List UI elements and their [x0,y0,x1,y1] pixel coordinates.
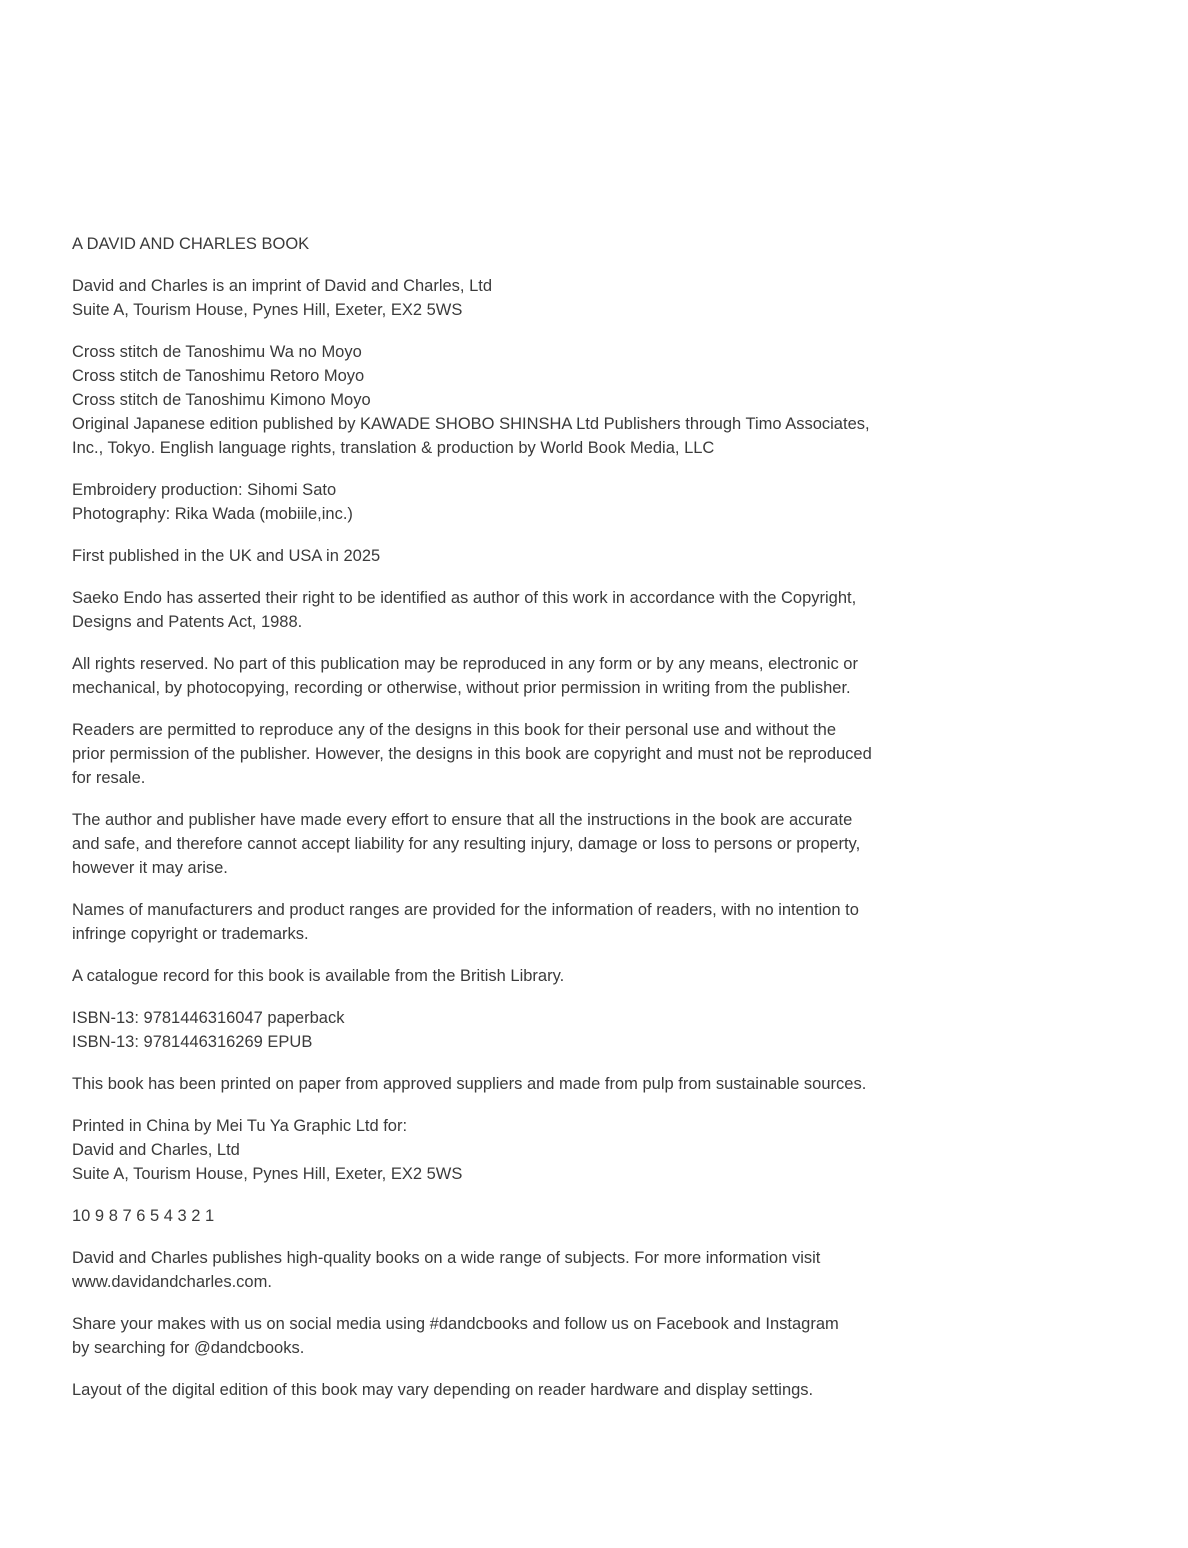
all-rights-reserved [72,652,972,700]
first-published [72,544,972,568]
text-line: Names of manufacturers and product ranges are provided for the information of readers, with no intention to [72,901,859,919]
author-rights [72,586,972,634]
social-media [72,1312,972,1360]
text-line: Suite A, Tourism House, Pynes Hill, Exeter, EX2 5WS [72,1165,463,1183]
text-line: and safe, and therefore cannot accept liability for any resulting injury, damage or loss to persons or property, [72,835,861,853]
publisher-info [72,1246,972,1294]
text-line: The author and publisher have made every effort to ensure that all the instructions in the book are accurate [72,811,853,829]
text-line: prior permission of the publisher. However, the designs in this book are copyright and must not be reproduced [72,745,872,763]
text-line: for resale. [72,769,146,787]
text-line: Photography: Rika Wada (mobiile,inc.) [72,505,353,523]
copyright-page [72,232,972,1420]
text-line: David and Charles is an imprint of David and Charles, Ltd [72,277,493,295]
text-line: ISBN-13: 9781446316047 paperback [72,1009,345,1027]
text-line: Original Japanese edition published by KAWADE SHOBO SHINSHA Ltd Publishers through Timo Associates, [72,415,870,433]
catalogue-record [72,964,972,988]
text-line: Cross stitch de Tanoshimu Kimono Moyo [72,391,371,409]
text-line: infringe copyright or trademarks. [72,925,309,943]
text-line: A DAVID AND CHARLES BOOK [72,235,310,253]
text-line: Readers are permitted to reproduce any of the designs in this book for their personal use and without the [72,721,837,739]
text-line: All rights reserved. No part of this publication may be reproduced in any form or by any means, electronic or [72,655,858,673]
text-line: A catalogue record for this book is available from the British Library. [72,967,565,985]
text-line: mechanical, by photocopying, recording or otherwise, without prior permission in writing from the publisher. [72,679,851,697]
text-line: Suite A, Tourism House, Pynes Hill, Exeter, EX2 5WS [72,301,463,319]
text-line: Share your makes with us on social media using #dandcbooks and follow us on Facebook and Instagram [72,1315,839,1333]
text-line: Designs and Patents Act, 1988. [72,613,303,631]
text-line: Embroidery production: Sihomi Sato [72,481,337,499]
text-line: Cross stitch de Tanoshimu Wa no Moyo [72,343,362,361]
text-line: David and Charles, Ltd [72,1141,240,1159]
publisher-address [72,274,972,322]
text-line: Layout of the digital edition of this book may vary depending on reader hardware and display settings. [72,1381,814,1399]
original-edition [72,340,972,460]
text-line: www.davidandcharles.com. [72,1273,272,1291]
text-line: ISBN-13: 9781446316269 EPUB [72,1033,313,1051]
text-line: however it may arise. [72,859,228,877]
text-line: Cross stitch de Tanoshimu Retoro Moyo [72,367,365,385]
printer-info [72,1114,972,1186]
text-line: Inc., Tokyo. English language rights, translation & production by World Book Media, LLC [72,439,715,457]
print-line [72,1204,972,1228]
trademark-notice [72,898,972,946]
paper-notice [72,1072,972,1096]
text-line: 10 9 8 7 6 5 4 3 2 1 [72,1207,215,1225]
text-line: by searching for @dandcbooks. [72,1339,305,1357]
isbn-block [72,1006,972,1054]
imprint-heading [72,232,972,256]
digital-edition-note [72,1378,972,1402]
credits [72,478,972,526]
text-line: First published in the UK and USA in 2025 [72,547,381,565]
text-line: Saeko Endo has asserted their right to be identified as author of this work in accordance with the Copyright, [72,589,857,607]
text-line: David and Charles publishes high-quality books on a wide range of subjects. For more information visit [72,1249,821,1267]
text-line: This book has been printed on paper from approved suppliers and made from pulp from sustainable sources. [72,1075,867,1093]
text-line: Printed in China by Mei Tu Ya Graphic Ltd for: [72,1117,408,1135]
liability-disclaimer [72,808,972,880]
reproduction-permission [72,718,972,790]
